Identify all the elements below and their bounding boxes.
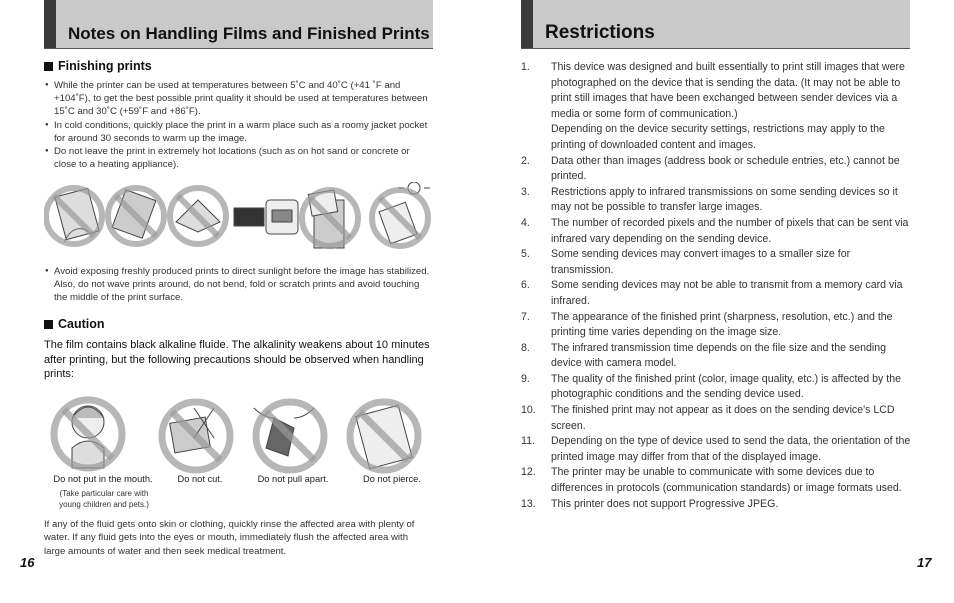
- left-title-bar: [44, 0, 433, 49]
- no-bend-icon: [170, 188, 226, 244]
- no-pull-apart-icon: [254, 402, 324, 470]
- caption-pierce: Do not pierce.: [363, 474, 421, 484]
- restrictions-list: [521, 60, 911, 512]
- list-item: 1. This device was designed and built essentially to print still images that were photographed on the device that is sending the data. (It may not be able to print still images that have been exchanged between sender devices via a media or some form of communication.) Depending on the device security settings, restrictions may apply to the printing of downloaded content and images.: [521, 61, 905, 151]
- square-bullet-icon: [44, 62, 53, 71]
- list-item: ● Avoid exposing freshly produced prints to direct sunlight before the image has stabilized. Also, do not wave prints around, do not bend, fold or scratch prints and avoid touching the middle of the print surface.: [44, 265, 430, 305]
- page-number-left: 16: [20, 555, 35, 570]
- right-page: [477, 0, 954, 603]
- fluid-warning: If any of the fluid gets onto skin or clothing, quickly rinse the affected area with plenty of water. If any fluid gets into the eyes or mouth, immediately flush the affected area with large amounts of water and then seek medical treatment.: [44, 519, 415, 557]
- no-pierce-icon: [350, 402, 418, 470]
- sunlight-note: [44, 265, 430, 305]
- left-page-title: Notes on Handling Films and Finished Prints: [68, 24, 430, 43]
- list-item: ● In cold conditions, quickly place the print in a warm place such as a roomy jacket pocket for around 30 seconds to warm up the image.: [44, 119, 430, 145]
- finishing-prints-heading: Finishing prints: [44, 59, 152, 73]
- list-item: 7. The appearance of the finished print (sharpness, resolution, etc.) and the printing time varies depending on the image size.: [521, 310, 893, 339]
- square-bullet-icon: [44, 320, 53, 329]
- list-item: 6. Some sending devices may not be able to transmit from a memory card via infrared.: [521, 279, 903, 307]
- list-item: 8. The infrared transmission time depends on the file size and the sending device with camera model.: [521, 341, 887, 370]
- list-item: ● While the printer can be used at temperatures between 5˚C and 40˚C (+41 ˚F and +104˚F), to get the best possible print quality it should be used at temperatures between 15˚C and 30˚C (+59˚F and +86˚F).: [44, 79, 430, 119]
- no-mouth-icon: [54, 400, 122, 468]
- page-number-right: 17: [917, 555, 932, 570]
- right-title-bar: [521, 0, 910, 49]
- list-item: ● Do not leave the print in extremely hot locations (such as on hot sand or concrete or close to a heating appliance).: [44, 145, 430, 171]
- list-item: 13. This printer does not support Progressive JPEG.: [521, 497, 779, 510]
- title-accent: [521, 0, 533, 48]
- finishing-prints-list: [44, 79, 430, 171]
- list-item: 12. The printer may be unable to communicate with some devices due to differences in protocols (communication standards) or image formats used.: [521, 466, 902, 495]
- no-wave-icon: [108, 188, 164, 244]
- caption-mouth-note: (Take particular care with young children and pets.): [59, 489, 149, 509]
- list-item: 3. Restrictions apply to infrared transmissions on some sending devices so it may not be possible to transfer large images.: [521, 185, 898, 214]
- caution-heading: Caution: [44, 317, 105, 331]
- caution-intro: The film contains black alkaline fluide. The alkalinity weakens about 10 minutes after printing, but the following precautions should be observed when handling prints:: [44, 339, 430, 380]
- warm-pocket-icon: [234, 200, 298, 234]
- no-heater-icon: [302, 190, 358, 248]
- list-item: 11. Depending on the type of device used to send the data, the orientation of the printed image may differ from that of the displayed image.: [521, 435, 911, 463]
- list-item: 10. The finished print may not appear as it does on the sending device's LCD screen.: [521, 404, 895, 432]
- list-item: 2. Data other than images (address book or schedule entries, etc.) cannot be printed.: [521, 154, 900, 183]
- caption-pull: Do not pull apart.: [257, 474, 329, 484]
- title-accent: [44, 0, 56, 48]
- no-sunlight-icon: [372, 182, 430, 246]
- caption-cut: Do not cut.: [177, 474, 223, 484]
- list-item: 5. Some sending devices may convert images to a smaller size for transmission.: [521, 248, 851, 276]
- list-item: 4. The number of recorded pixels and the number of pixels that can be sent via infrared vary depending on the sending device.: [521, 216, 909, 245]
- list-item: 9. The quality of the finished print (color, image quality, etc.) is affected by the photographic conditions and the sending device used.: [521, 372, 901, 401]
- handling-illustrations: [44, 182, 434, 254]
- caution-illustrations: [44, 388, 434, 474]
- no-heat-icon: [46, 188, 102, 244]
- no-cut-icon: [162, 402, 230, 470]
- caption-mouth: Do not put in the mouth.: [53, 474, 153, 484]
- right-page-title: Restrictions: [545, 22, 655, 43]
